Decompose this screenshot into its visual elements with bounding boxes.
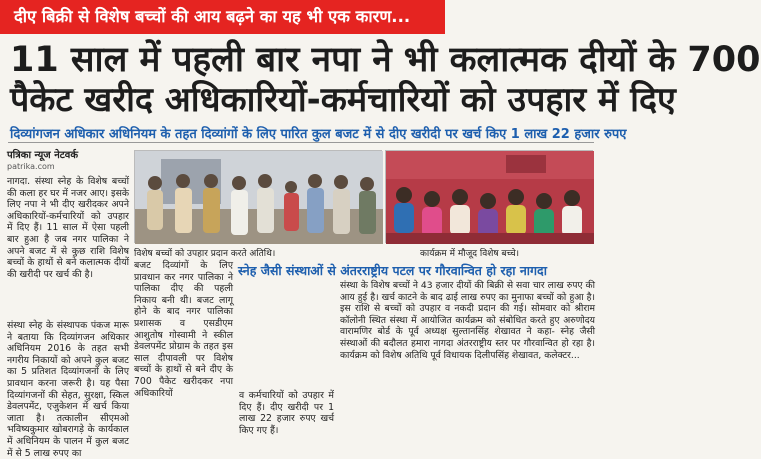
- photo-caption-left: विशेष बच्चों को उपहार प्रदान करते अतिथि।: [134, 249, 276, 259]
- event-photo-left: [134, 150, 382, 243]
- subheadline: स्नेह जैसी संस्थाओं से अंतरराष्ट्रीय पटल पर गौरवान्वित हो रहा नागदा: [238, 263, 547, 278]
- kicker-text: दीए बिक्री से विशेष बच्चों की आय बढ़ने का यह भी एक कारण...: [0, 0, 445, 34]
- body-column-1: [7, 150, 129, 280]
- headline-line-2: पैकेट खरीद अधिकारियों-कर्मचारियों को उपहार में दिए: [10, 80, 676, 120]
- divider: [8, 142, 594, 143]
- byline-url: patrika.com: [7, 162, 55, 171]
- body-column-2: बजट दिव्यांगों के लिए प्रावधान कर नगर पालिका ने पालिका दीए की पहली निकाय बनी थी। बजट लागू होने के बाद नगर पालिका प्रशासक व एसडीएम आशुतोष गोस्वामी ने स्कील डेवलपमेंट प्रोग्राम के तहत इस साल दीपावली पर विशेष बच्चों के हाथों से बने दीए के 700 पैकेट खरीदकर नपा अधिकारियों: [134, 260, 233, 399]
- headline-line-1: 11 साल में पहली बार नपा ने भी कलात्मक दीयों के 700: [10, 40, 761, 80]
- byline: पत्रिका न्यूज नेटवर्क: [7, 150, 79, 161]
- body-text-col1-bottom: संस्था स्नेह के संस्थापक पंकज मारू ने बताया कि दिव्यांगजन अधिकार अधिनियम 2016 के तहत सभी नगरीय निकायों को अपने कुल बजट का 5 प्रतिशत दिव्यांगजनों के लिए प्रावधान करना जरूरी है। यह पैसा दिव्यांगजनों की सेहत, सुरक्षा, स्किल डेवलपमेंट, एजुकेशन में खर्च किया जाता है। तत्कालीन सीएमओ भविष्यकुमार खोबरागड़े के कार्यकाल में अधिनियम के पालन में कुल बजट में से 5 लाख रुपए का: [7, 320, 129, 459]
- people-photo-icon: [135, 151, 383, 244]
- audience-photo-icon: [386, 151, 594, 244]
- body-column-4: संस्था के विशेष बच्चों ने 43 हजार दीयों की बिक्री से सवा चार लाख रुपए की आय हुई है। खर्च काटने के बाद ढाई लाख रुपए का मुनाफा बच्चों को हुआ है। इस राशि से बच्चों को उपहार व नकदी प्रदान की गई। सोमवार को श्रीराम कॉलोनी स्थित संस्था में आयोजित कार्यक्रम को संबोधित करते हुए अरुणोदय वारामणिर बोर्ड के पूर्व अध्यक्ष सुल्तानसिंह शेखावत ने कहा- स्नेह जैसी संस्थाओं की बदौलत हमारा नागदा अंतरराष्ट्रीय स्तर पर गौरवान्वित हो रहा है। कार्यक्रम को विशेष अतिथि पूर्व विधायक दिलीपसिंह शेखावत, कलेक्टर...: [340, 280, 595, 361]
- body-column-3: व कर्मचारियों को उपहार में दिए हैं। दीए खरीदी पर 1 लाख 22 हजार रुपए खर्च किए गए हैं।: [239, 390, 334, 436]
- photo-caption-right: कार्यक्रम में मौजूद विशेष बच्चे।: [420, 249, 520, 259]
- headline: [10, 40, 761, 120]
- body-text-col1-top: नागदा. संस्था स्नेह के विशेष बच्चों की कला हर घर में नजर आए। इसके लिए नपा ने भी दीए खरीदकर अपने अधिकारियों-कर्मचारियों को उपहार में दिए हैं। 11 साल में ऐसा पहली बार हुआ है जब नगर पालिका ने अपने बजट में से कुछ राशि विशेष बच्चों के हाथों से बने कलात्मक दीयों की खरीदी पर खर्च की है।: [7, 176, 129, 280]
- kicker-bar: [0, 0, 601, 34]
- event-photo-right: [385, 150, 593, 243]
- deck: दिव्यांगजन अधिकार अधिनियम के तहत दिव्यांगों के लिए पारित कुल बजट में से दीए खरीदी पर खर्च किए 1 लाख 22 हजार रुपए: [10, 127, 627, 142]
